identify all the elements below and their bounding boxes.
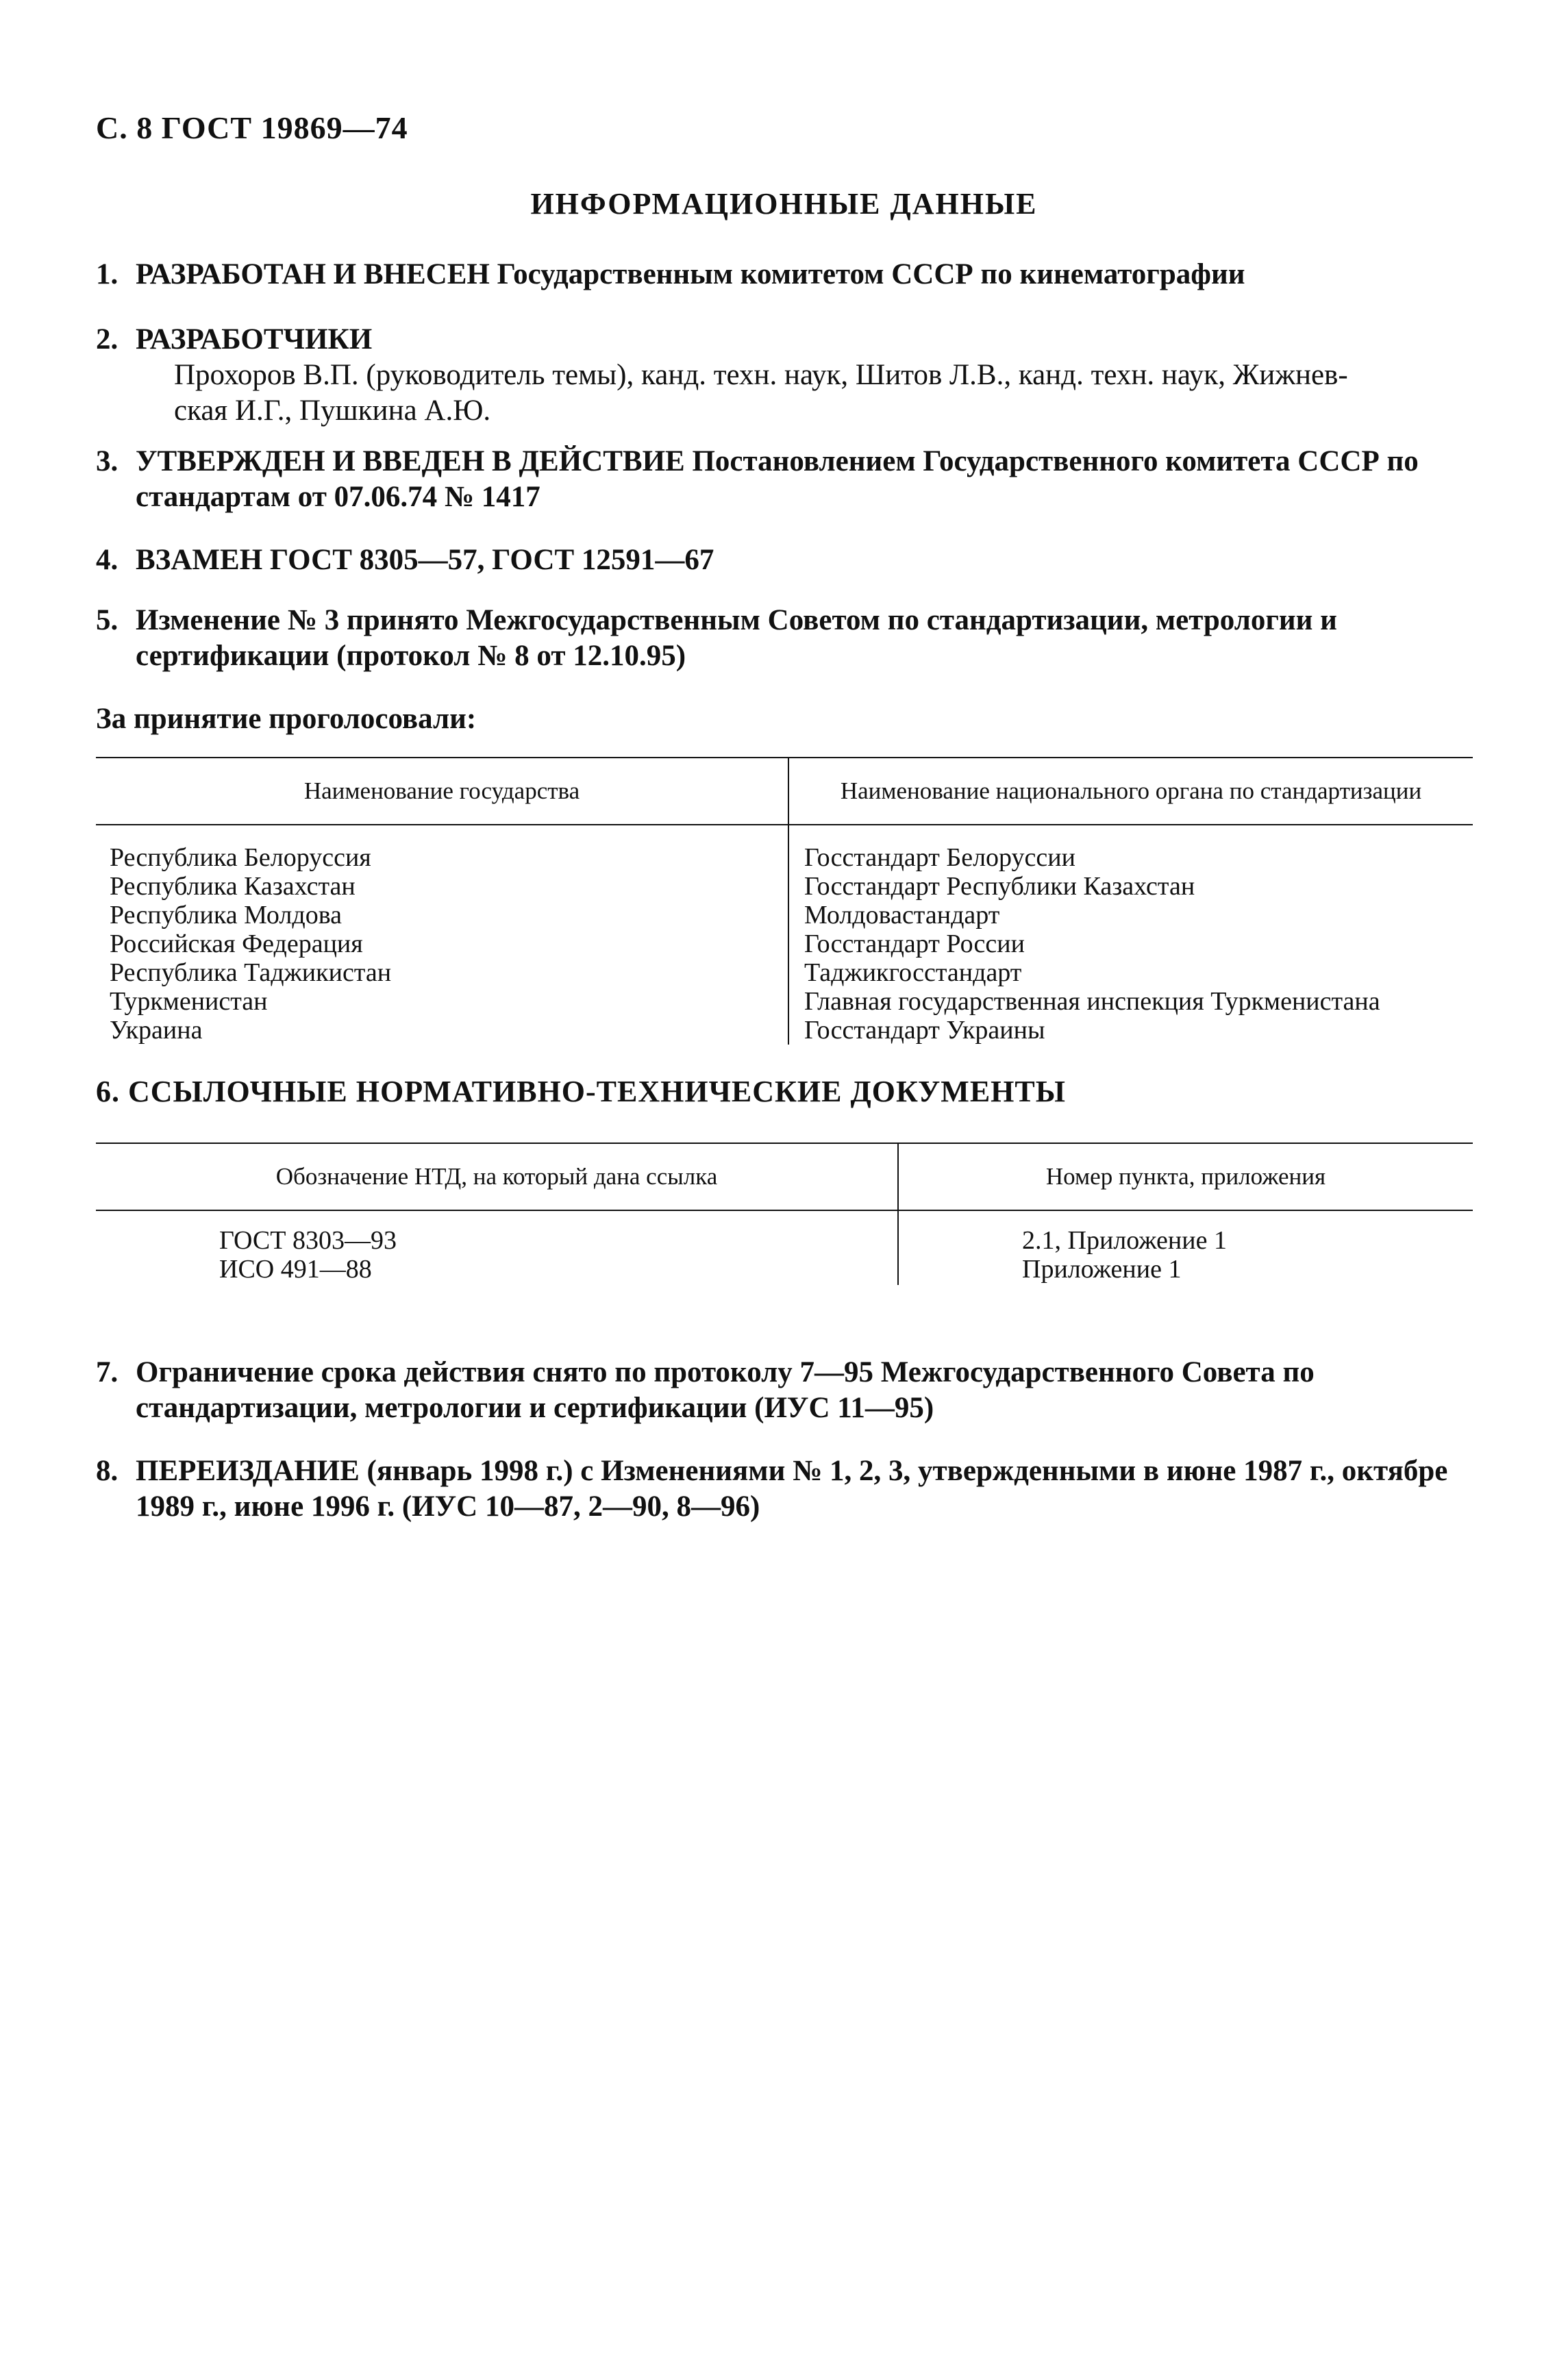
- points-cell: [898, 1210, 1473, 1285]
- item-number: 6.: [96, 1075, 120, 1108]
- info-item-4: [96, 542, 1473, 578]
- item-number: 5.: [96, 604, 119, 636]
- item-number: 3.: [96, 445, 119, 477]
- page-header: С. 8 ГОСТ 19869—74: [96, 110, 408, 145]
- list-item: Госстандарт России: [804, 929, 1025, 958]
- list-item: Республика Белоруссия: [110, 843, 371, 872]
- list-item: Приложение 1: [1022, 1255, 1182, 1284]
- item-heading: РАЗРАБОТЧИКИ: [136, 323, 373, 355]
- list-item: 2.1, Приложение 1: [1022, 1226, 1227, 1255]
- list-item: Республика Казахстан: [110, 872, 356, 901]
- list-item: Госстандарт Республики Казахстан: [804, 872, 1195, 901]
- references-table: [96, 1143, 1473, 1285]
- item-number: 2.: [96, 323, 119, 355]
- info-item-1: [96, 257, 1473, 292]
- item-heading: УТВЕРЖДЕН И ВВЕДЕН В ДЕЙСТВИЕ: [136, 445, 685, 477]
- list-item: Главная государственная инспекция Туркменистана: [804, 987, 1380, 1016]
- bodies-cell: [788, 825, 1473, 1045]
- table-row: [96, 1210, 1473, 1285]
- item-text: ПЕРЕИЗДАНИЕ (январь 1998 г.) с Изменениями № 1, 2, 3, утвержденными в июне 1987 г., октябре 1989 г., июне 1996 г. (ИУС 10—87, 2—90, 8—96): [136, 1455, 1448, 1523]
- list-item: Молдовастандарт: [804, 901, 1000, 929]
- item-heading: РАЗРАБОТАН И ВНЕСЕН: [136, 258, 490, 290]
- table-header-row: [96, 758, 1473, 825]
- page-title: ИНФОРМАЦИОННЫЕ ДАННЫЕ: [530, 187, 1038, 221]
- item-text: Ограничение срока действия снято по протоколу 7—95 Межгосударственного Совета по стандартизации, метрологии и сертификации (ИУС 11—95): [136, 1356, 1315, 1424]
- info-item-6: [96, 1074, 1066, 1109]
- item-number: 1.: [96, 258, 119, 290]
- item-number: 8.: [96, 1455, 119, 1487]
- list-item: Таджикгосстандарт: [804, 958, 1022, 987]
- list-item: Госстандарт Белоруссии: [804, 843, 1075, 872]
- list-item: Туркменистан: [110, 987, 268, 1016]
- list-item: ГОСТ 8303—93: [219, 1226, 397, 1255]
- list-item: Республика Молдова: [110, 901, 343, 929]
- table-row: [96, 825, 1473, 1045]
- list-item: Республика Таджикистан: [110, 958, 392, 987]
- list-item: Госстандарт Украины: [804, 1016, 1045, 1045]
- item-text: Государственным комитетом СССР по кинематографии: [489, 258, 1245, 290]
- item-text: ВЗАМЕН ГОСТ 8305—57, ГОСТ 12591—67: [136, 544, 714, 576]
- list-item: Российская Федерация: [110, 929, 363, 958]
- list-item: Украина: [110, 1016, 203, 1045]
- item-text: Постановлением Государственного комитета СССР по стандартам от 07.06.74 № 1417: [136, 445, 1419, 513]
- table-header-row: [96, 1143, 1473, 1210]
- item-heading: ССЫЛОЧНЫЕ НОРМАТИВНО-ТЕХНИЧЕСКИЕ ДОКУМЕНТЫ: [128, 1075, 1066, 1108]
- states-table: [96, 757, 1473, 1045]
- column-header-document: Обозначение НТД, на который дана ссылка: [96, 1143, 898, 1210]
- item-number: 4.: [96, 544, 119, 576]
- item-number: 7.: [96, 1356, 119, 1388]
- list-item: ИСО 491—88: [219, 1255, 372, 1284]
- column-header-state: Наименование государства: [96, 758, 788, 825]
- info-item-3: [96, 444, 1473, 515]
- item-text: Изменение № 3 принято Межгосударственным Советом по стандартизации, метрологии и сертификации (протокол № 8 от 12.10.95): [136, 604, 1337, 672]
- documents-cell: [96, 1210, 898, 1285]
- column-header-point: Номер пункта, приложения: [898, 1143, 1473, 1210]
- info-item-7: [96, 1355, 1473, 1426]
- states-cell: [96, 825, 788, 1045]
- info-item-8: [96, 1453, 1473, 1525]
- developers-line-1: Прохоров В.П. (руководитель темы), канд. техн. наук, Шитов Л.В., канд. техн. наук, Жижнев-: [174, 359, 1348, 391]
- info-item-2: [96, 322, 1473, 429]
- column-header-body: Наименование национального органа по стандартизации: [788, 758, 1473, 825]
- votes-label: За принятие проголосовали:: [96, 703, 477, 735]
- developers-line-2: ская И.Г., Пушкина А.Ю.: [174, 395, 491, 427]
- info-item-5: [96, 603, 1473, 674]
